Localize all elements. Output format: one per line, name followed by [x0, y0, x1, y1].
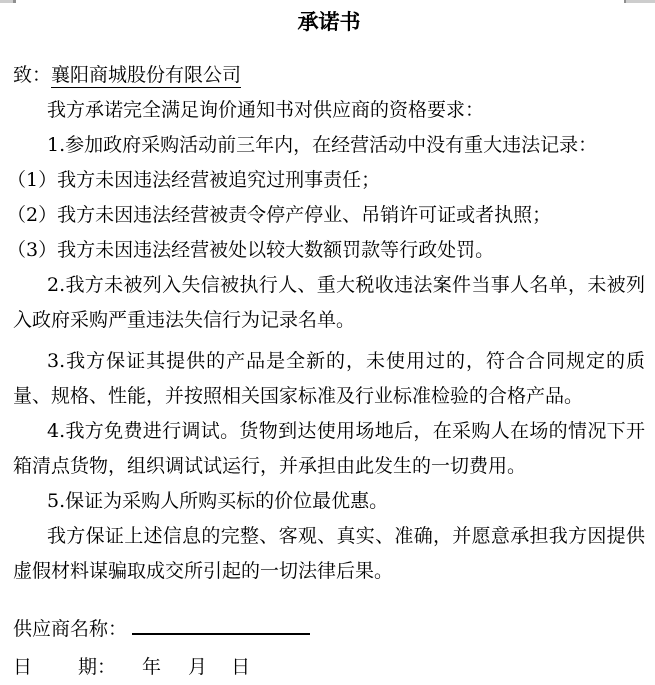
supplier-name-blank[interactable]	[132, 614, 310, 635]
supplier-name-label: 供应商名称：	[13, 618, 128, 640]
document-title: 承诺书	[297, 9, 361, 34]
supplier-name-line	[13, 612, 645, 647]
date-line	[13, 650, 645, 685]
date-day-label: 日	[231, 656, 251, 678]
paragraph-item-4: 4.我方免费进行调试。货物到达使用场地后，在采购人在场的情况下开箱清点货物，组织调试试运行，并承担由此发生的一切费用。	[13, 420, 645, 477]
paragraph-item-2: 2.我方未被列入失信被执行人、重大税收违法案件当事人名单，未被列入政府采购严重违法失信行为记录名单。	[13, 274, 645, 331]
paragraph-subitem-3: （3）我方未因违法经营被处以较大数额罚款等行政处罚。	[7, 239, 495, 261]
paragraph-item-1: 1.参加政府采购活动前三年内，在经营活动中没有重大违法记录：	[47, 134, 598, 156]
paragraph-item-5: 5.保证为采购人所购买标的价位最优惠。	[47, 490, 389, 512]
top-left-scrollbar-fragment	[0, 0, 16, 3]
recipient-prefix: 致：	[13, 64, 52, 86]
recipient-line	[13, 58, 645, 93]
date-label-part-2: 期：	[78, 656, 117, 678]
paragraph-subitem-1: （1）我方未因违法经营被追究过刑事责任；	[7, 169, 381, 191]
date-year-label: 年	[142, 656, 162, 678]
date-month-label: 月	[188, 656, 208, 678]
paragraph-closing: 我方保证上述信息的完整、客观、真实、准确，并愿意承担我方因提供虚假材料谋骗取成交所引起的一切法律后果。	[13, 525, 645, 582]
paragraph-item-3: 3.我方保证其提供的产品是全新的，未使用过的，符合合同规定的质量、规格、性能，并按照相关国家标准及行业标准检验的合格产品。	[13, 350, 645, 407]
top-right-scrollbar-fragment	[624, 0, 655, 3]
paragraph-subitem-2: （2）我方未因违法经营被责令停产停业、吊销许可证或者执照；	[7, 204, 552, 226]
paragraph-intro: 我方承诺完全满足询价通知书对供应商的资格要求：	[47, 99, 485, 121]
date-label-part-1: 日	[13, 656, 33, 678]
recipient-company-name: 襄阳商城股份有限公司	[51, 64, 242, 86]
